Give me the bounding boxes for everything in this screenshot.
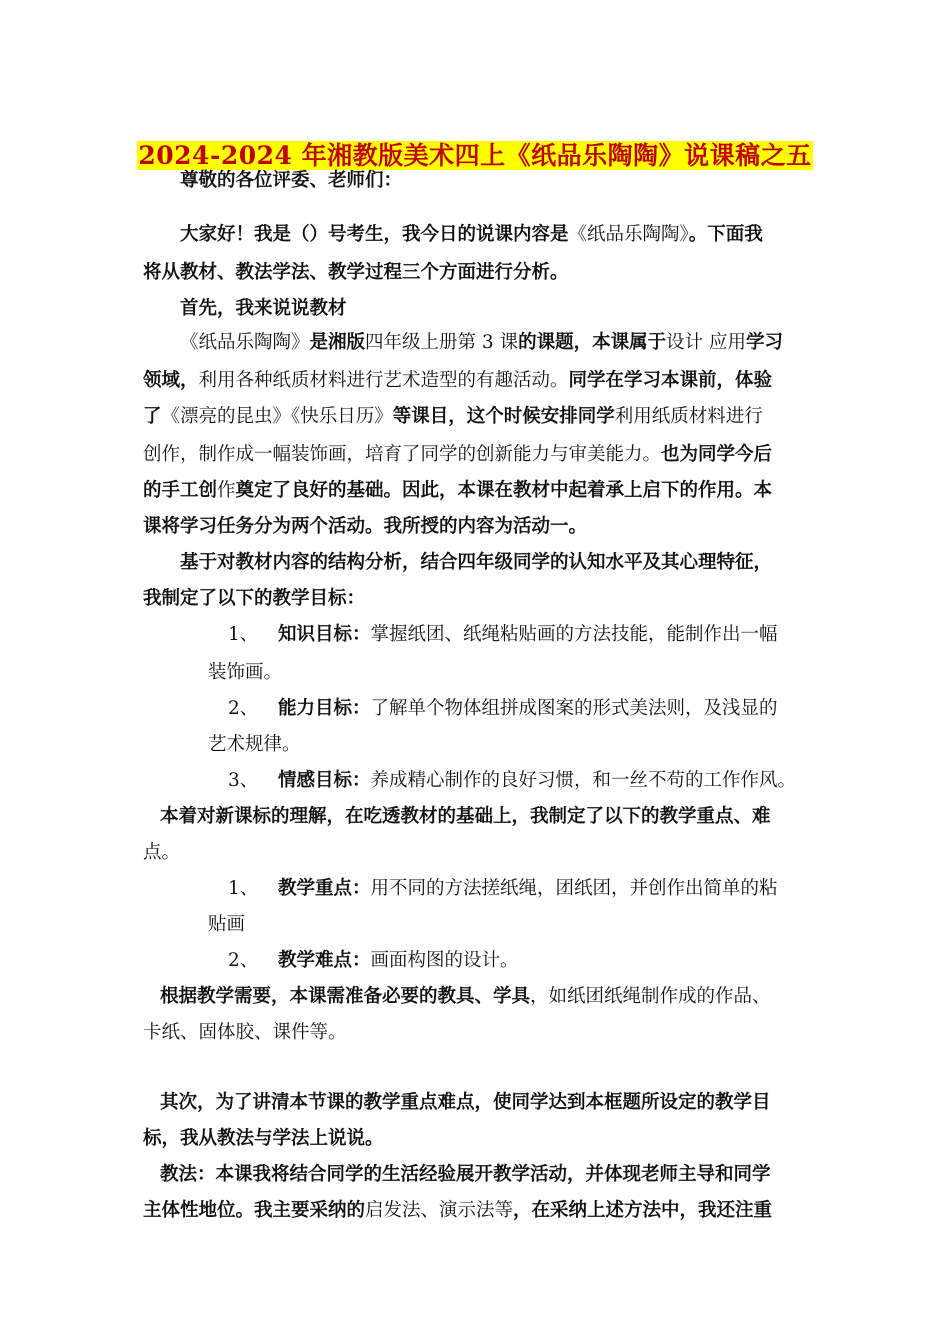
key-point-2 bbox=[228, 948, 519, 974]
greeting: 尊敬的各位评委、老师们： bbox=[180, 170, 403, 191]
title-text: 2024-2024 年湘教版美术四上《纸品乐陶陶》说课稿之五 bbox=[138, 141, 812, 170]
key-point-1-cont: 贴画 bbox=[208, 914, 246, 935]
text-run: 《纸品乐陶陶》 bbox=[180, 332, 310, 353]
goal-label: 能力目标： bbox=[278, 698, 371, 719]
key-text: 用不同的方法搓纸绳，团纸团，并创作出简单的粘 bbox=[370, 878, 778, 899]
list-number: 1、 bbox=[228, 878, 259, 899]
intro-line-1 bbox=[180, 222, 763, 248]
material-line-3 bbox=[143, 404, 763, 430]
material-line-6: 课将学习任务分为两个活动。我所授的内容为活动一。 bbox=[143, 516, 588, 537]
list-number: 3、 bbox=[228, 770, 259, 791]
text-run: 的手工创 bbox=[143, 480, 218, 501]
goal-text: 掌握纸团、纸绳粘贴画的方法技能，能制作出一幅 bbox=[370, 624, 778, 645]
goal-2-cont: 艺术规律。 bbox=[208, 734, 301, 755]
list-number: 2、 bbox=[228, 950, 259, 971]
key-label: 教学重点： bbox=[278, 878, 371, 899]
text-run: 等课目，这个时候安排同学 bbox=[392, 406, 615, 427]
document-title bbox=[0, 136, 950, 172]
list-number: 2、 bbox=[228, 698, 259, 719]
goal-3 bbox=[228, 768, 796, 794]
goal-text: 了解单个物体组拼成图案的形式美法则，及浅显的 bbox=[370, 698, 778, 719]
goal-1 bbox=[228, 622, 778, 648]
text-run: 设计 应用 bbox=[666, 332, 746, 353]
material-line-2 bbox=[143, 368, 772, 394]
goal-label: 知识目标： bbox=[278, 624, 371, 645]
text-run: 学习 bbox=[745, 332, 783, 353]
key-intro-1: 本着对新课标的理解，在吃透教材的基础上，我制定了以下的教学重点、难 bbox=[160, 806, 771, 827]
needs-line-2: 卡纸、固体胶、课件等。 bbox=[143, 1022, 347, 1043]
text-run: ，在采纳上述方法中，我还注重 bbox=[513, 1200, 773, 1221]
text-run: 主体性地位。我主要采纳的 bbox=[143, 1200, 366, 1221]
goal-2 bbox=[228, 696, 778, 722]
goal-label: 情感目标： bbox=[278, 770, 371, 791]
text-run: 作 bbox=[217, 480, 236, 501]
intro-line-2: 将从教材、教法学法、教学过程三个方面进行分析。 bbox=[143, 262, 569, 283]
text-run: 《漂亮的昆虫》《快乐日历》 bbox=[161, 406, 393, 427]
text-run: 利用纸质材料进行 bbox=[614, 406, 763, 427]
key-point-1 bbox=[228, 876, 778, 902]
text-run: 的课题，本课属于 bbox=[518, 332, 667, 353]
material-line-5 bbox=[143, 478, 772, 504]
text-run: 领域， bbox=[143, 370, 199, 391]
text-run: 同学在学习本课前，体验 bbox=[568, 370, 773, 391]
list-number: 1、 bbox=[228, 624, 259, 645]
text-run: ，如纸团纸绳制作成的作品、 bbox=[530, 986, 771, 1007]
material-line-1 bbox=[180, 330, 783, 356]
method-line-1: 教法：本课我将结合同学的生活经验展开教学活动，并体现老师主导和同学 bbox=[160, 1164, 771, 1185]
second-line-2: 标，我从教法与学法上说说。 bbox=[143, 1128, 384, 1149]
second-line-1: 其次，为了讲清本节课的教学重点难点，使同学达到本框题所设定的教学目 bbox=[160, 1092, 771, 1113]
text-run: 创作，制作成一幅装饰画，培育了同学的创新能力与审美能力。 bbox=[143, 444, 662, 465]
key-label: 教学难点： bbox=[278, 950, 371, 971]
text-run: 启发法、演示法等 bbox=[365, 1200, 514, 1221]
needs-line-1 bbox=[160, 984, 771, 1010]
basis-line-1: 基于对教材内容的结构分析，结合四年级同学的认知水平及其心理特征， bbox=[180, 552, 773, 573]
text-run: 根据教学需要，本课需准备必要的教具、学具 bbox=[160, 986, 531, 1007]
text-run: 了 bbox=[143, 406, 162, 427]
key-intro-2: 点。 bbox=[143, 842, 181, 863]
text-run: 四年级上册第 3 课 bbox=[365, 332, 519, 353]
goal-text: 养成精心制作的良好习惯，和一丝不苟的工作作风。 bbox=[370, 770, 797, 791]
key-text: 画面构图的设计。 bbox=[370, 950, 519, 971]
first-heading: 首先，我来说说教材 bbox=[180, 298, 347, 319]
intro-bold-2: 。下面我 bbox=[688, 224, 763, 245]
text-run: 也为同学今后 bbox=[661, 444, 773, 465]
text-run: 利用各种纸质材料进行艺术造型的有趣活动。 bbox=[198, 370, 569, 391]
basis-line-2: 我制定了以下的教学目标： bbox=[143, 588, 366, 609]
goal-1-cont: 装饰画。 bbox=[208, 662, 283, 683]
intro-title: 《纸品乐陶陶》 bbox=[568, 224, 689, 245]
intro-bold: 大家好！我是（）号考生，我今日的说课内容是 bbox=[180, 224, 569, 245]
text-run: 奠定了良好的基础。因此，本课在教材中起着承上启下的作用。本 bbox=[235, 480, 773, 501]
material-line-4 bbox=[143, 442, 772, 468]
text-run: 是湘版 bbox=[309, 332, 366, 353]
method-line-2 bbox=[143, 1198, 772, 1224]
